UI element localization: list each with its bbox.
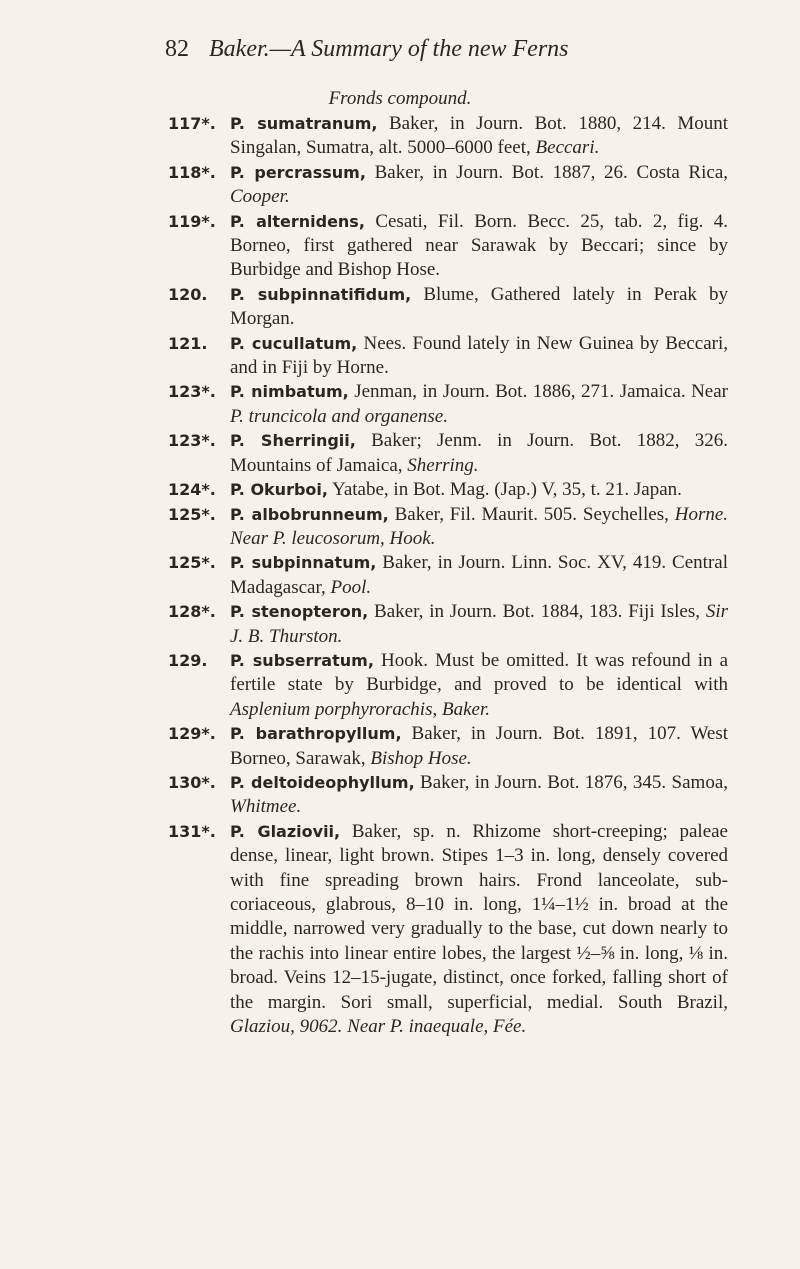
entry xyxy=(168,380,728,429)
entry-number: 120. xyxy=(168,284,208,304)
entry-collector: Asplenium porphyrorachis, Baker. xyxy=(230,698,490,720)
species-name: P. nimbatum, xyxy=(230,382,349,402)
entry xyxy=(168,820,728,1040)
entry-text: Baker, in Journ. Bot. 1884, 183. Fiji Isles, xyxy=(374,601,700,623)
entry-text: Blume, Gathered lately in Perak by Morgan. xyxy=(230,283,728,330)
entry-number: 123*. xyxy=(168,431,216,451)
species-name: P. cucullatum, xyxy=(230,333,358,353)
entry-collector: Horne. Near P. leucosorum, Hook. xyxy=(230,503,729,549)
entry-text: Yatabe, in Bot. Mag. (Jap.) V, 35, t. 21. Japan. xyxy=(332,479,682,501)
entry-number: 124*. xyxy=(168,480,216,500)
entry xyxy=(168,112,728,161)
entry-number: 125*. xyxy=(168,553,216,573)
entry-number: 129*. xyxy=(168,724,216,744)
entry-text: Baker, in Journ. Bot. 1876, 345. Samoa, xyxy=(420,771,729,793)
entry-collector: P. truncicola and organense. xyxy=(230,405,448,427)
entry xyxy=(168,600,728,649)
page-number: 82 xyxy=(165,36,189,62)
entry-collector: Whitmee. xyxy=(230,796,302,818)
entry xyxy=(168,161,728,210)
entry xyxy=(168,210,728,283)
entry-number: 123*. xyxy=(168,382,216,402)
running-header xyxy=(165,34,725,64)
entry-collector: Cooper. xyxy=(230,186,290,208)
entry-collector: Beccari. xyxy=(535,137,600,159)
entry-number: 130*. xyxy=(168,772,216,792)
species-name: P. subpinnatum, xyxy=(230,553,377,573)
section-title: Fronds compound. xyxy=(328,88,472,109)
entry-text: Baker, sp. n. Rhizome short-creeping; paleae dense, linear, light brown. Stipes 1–3 in. long, densely covered with fine spreading brown hairs. Frond lanceolate, sub-coriaceous, glabrous, 8–10 in. long, 1¼–1½ in. broad at the middle, narrowed very gradually to the base, cut down nearly to the rachis into linear entire lobes, the largest ½–⅝ in. long, ⅛ in. broad. Veins 12–15-jugate, distinct, once forked, falling short of the margin. Sori small, superficial, medial. South Brazil, xyxy=(230,820,728,1013)
species-name: P. Sherringii, xyxy=(230,431,356,451)
entry xyxy=(168,722,728,771)
species-name: P. percrassum, xyxy=(230,162,366,182)
entry-number: 121. xyxy=(168,333,208,353)
entry-text: Cesati, Fil. Born. Becc. 25, tab. 2, fig. 4. Borneo, first gathered near Sarawak by Beccari; since by Burbidge and Bishop Hose. xyxy=(230,210,729,281)
entry-text: Hook. Must be omitted. It was refound in a fertile state by Burbidge, and proved to be identical with xyxy=(230,649,729,696)
species-name: P. subserratum, xyxy=(230,650,374,670)
entry-text: Nees. Found lately in New Guinea by Beccari, and in Fiji by Horne. xyxy=(230,332,728,379)
entry xyxy=(168,332,728,381)
species-name: P. Glaziovii, xyxy=(230,821,341,841)
species-name: P. albobrunneum, xyxy=(230,504,389,524)
entry-list xyxy=(168,112,728,1039)
entry-number: 125*. xyxy=(168,504,216,524)
entry-number: 117*. xyxy=(168,114,216,133)
entry xyxy=(168,551,728,600)
entry-text: Baker, in Journ. Bot. 1887, 26. Costa Rica, xyxy=(374,161,729,183)
entry xyxy=(168,503,728,552)
entry xyxy=(168,478,728,502)
species-name: P. barathropyllum, xyxy=(230,724,402,744)
entry-number: 118*. xyxy=(168,162,216,182)
species-name: P. Okurboi, xyxy=(230,480,328,500)
entry-text: Baker, in Journ. Bot. 1891, 107. West Borneo, Sarawak, xyxy=(230,723,729,769)
entry xyxy=(168,771,728,820)
entry-collector: Bishop Hose. xyxy=(370,747,472,769)
entry-text: Baker, Fil. Maurit. 505. Seychelles, xyxy=(394,503,669,525)
entry-text: Baker, in Journ. Linn. Soc. XV, 419. Central Madagascar, xyxy=(230,552,728,598)
entry xyxy=(168,649,728,722)
entry-collector: Pool. xyxy=(330,576,372,598)
entry-number: 119*. xyxy=(168,211,216,231)
species-name: P. alternidens, xyxy=(230,211,365,231)
entry-number: 128*. xyxy=(168,602,216,622)
entry-text: Baker; Jenm. in Journ. Bot. 1882, 326. Mountains of Jamaica, xyxy=(230,430,729,476)
entry-text: Baker, in Journ. Bot. 1880, 214. Mount Singalan, Sumatra, alt. 5000–6000 feet, xyxy=(230,113,729,159)
species-name: P. sumatranum, xyxy=(230,114,378,133)
species-name: P. stenopteron, xyxy=(230,602,369,622)
entry-text: Jenman, in Journ. Bot. 1886, 271. Jamaica. Near xyxy=(354,381,729,403)
entry-collector: Sir J. B. Thurston. xyxy=(230,601,728,647)
species-name: P. deltoideophyllum, xyxy=(230,772,415,792)
species-name: P. subpinnatifidum, xyxy=(230,284,412,304)
entry-number: 131*. xyxy=(168,821,216,841)
entry-collector: Glaziou, 9062. Near P. inaequale, Fée. xyxy=(230,1016,527,1038)
entry xyxy=(168,429,728,478)
entry-number: 129. xyxy=(168,650,208,670)
entry xyxy=(168,283,728,332)
running-title: Baker.—A Summary of the new Ferns xyxy=(209,36,569,62)
entry-collector: Sherring. xyxy=(407,454,479,476)
